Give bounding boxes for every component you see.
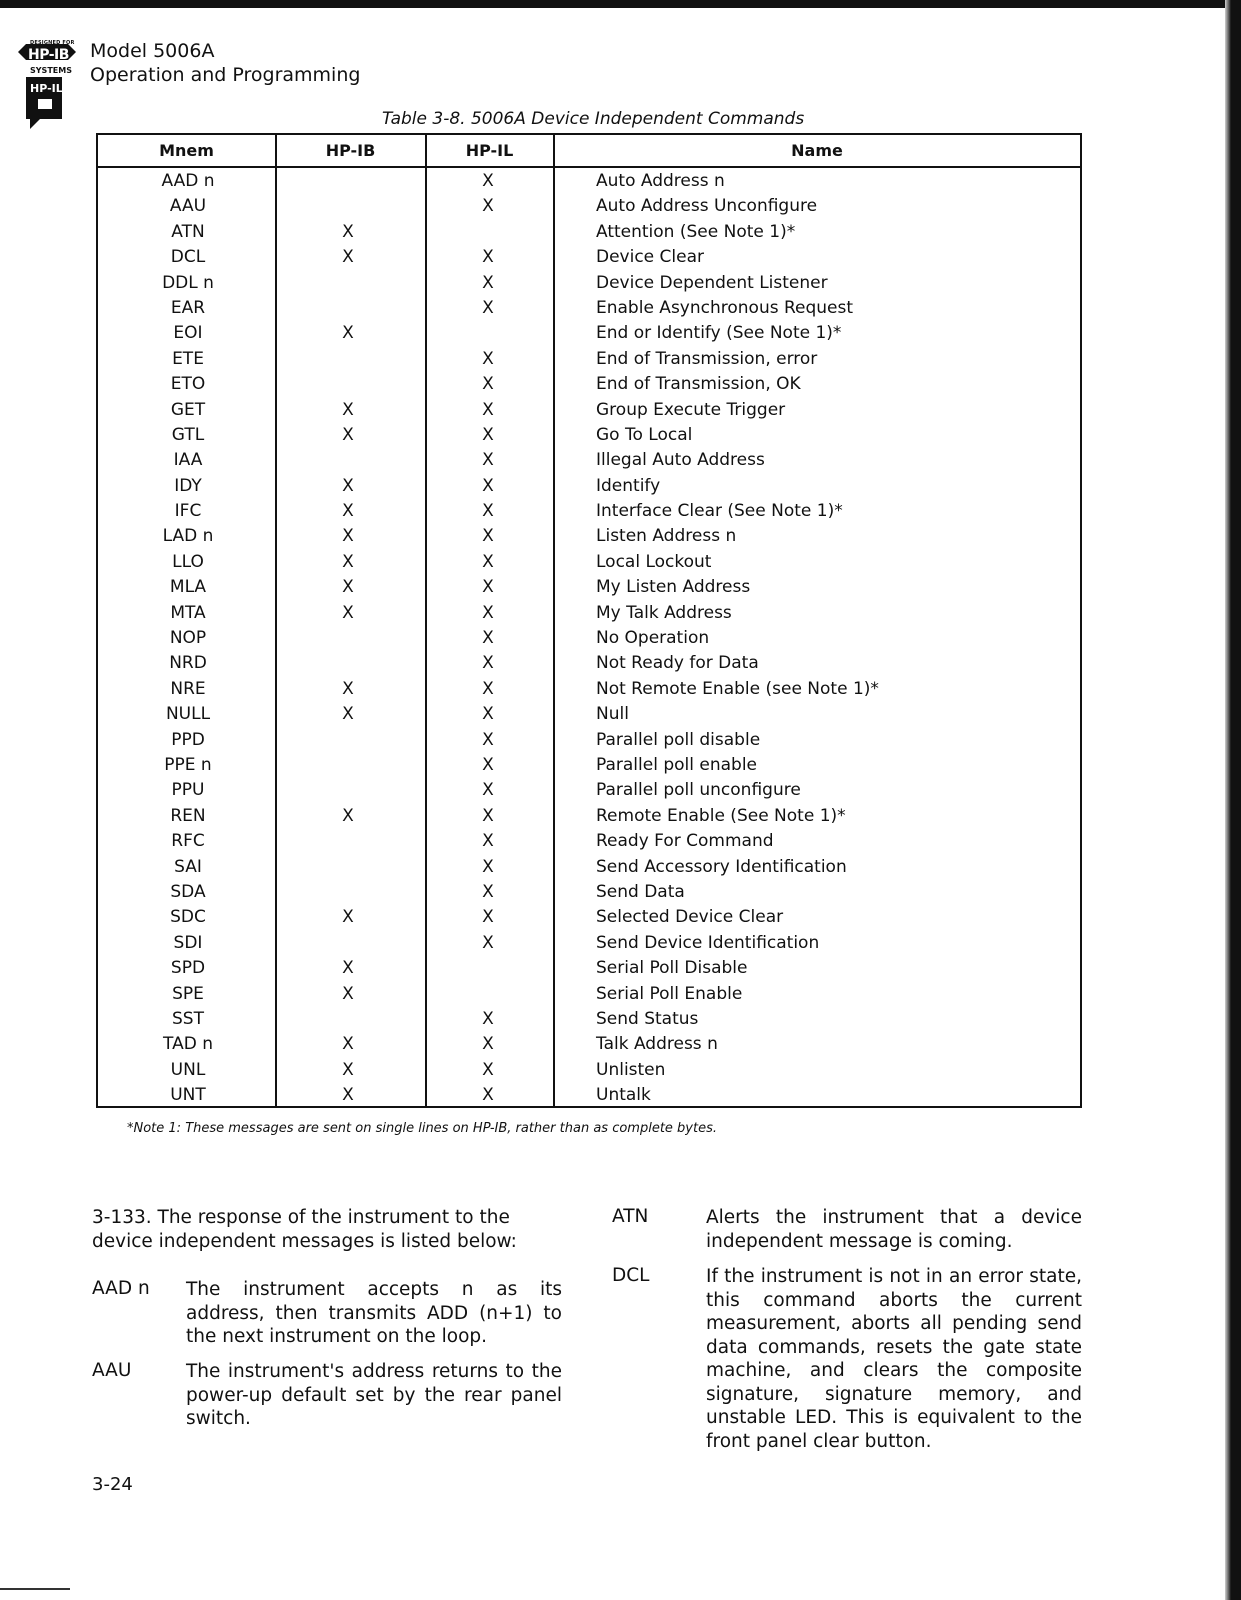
table-row xyxy=(98,907,1080,932)
cell-mnem: ETO xyxy=(170,374,206,395)
cell-name: My Listen Address xyxy=(596,577,751,598)
cell-mnem: GET xyxy=(170,399,206,420)
cell-name: My Talk Address xyxy=(596,602,732,623)
desc-dcl: If the instrument is not in an error state, this command aborts the current measurement, aborts all pending send data commands, resets the gate state machine, and clears the composite signature, signature memory, and unstable LED. This is equivalent to the front panel clear button. xyxy=(706,1266,1082,1452)
table-row xyxy=(98,984,1080,1009)
cell-hpil: X xyxy=(482,475,494,496)
table-row xyxy=(98,679,1080,704)
cell-mnem: UNT xyxy=(170,1085,206,1106)
cell-mnem: ETE xyxy=(172,348,204,369)
cell-hpil: X xyxy=(482,272,494,293)
table-row xyxy=(98,628,1080,653)
cell-mnem: SST xyxy=(172,1008,204,1029)
cell-hpib: X xyxy=(342,1059,354,1080)
cell-name: Unlisten xyxy=(596,1059,666,1080)
table-row xyxy=(98,603,1080,628)
cell-name: End or Identify (See Note 1)* xyxy=(596,323,842,344)
cell-hpil: X xyxy=(482,424,494,445)
table-row xyxy=(98,653,1080,678)
logo-designed-for: DESIGNED FOR xyxy=(30,40,75,46)
table-row xyxy=(98,780,1080,805)
cell-name: Not Remote Enable (see Note 1)* xyxy=(596,678,879,699)
cell-mnem: SPD xyxy=(170,958,206,979)
cell-mnem: NOP xyxy=(169,628,207,649)
cell-mnem: NULL xyxy=(165,704,211,725)
table-caption: Table 3-8. 5006A Device Independent Commands xyxy=(382,109,805,129)
term-aad: AAD n xyxy=(92,1278,150,1299)
cell-hpil: X xyxy=(482,678,494,699)
cell-name: Device Clear xyxy=(596,247,705,268)
cell-mnem: EOI xyxy=(173,323,203,344)
cell-mnem: PPD xyxy=(171,729,205,750)
logo-hpib: HP-IB xyxy=(28,47,69,63)
cell-mnem: PPE n xyxy=(164,754,212,775)
cell-mnem: MTA xyxy=(170,602,206,623)
table-row xyxy=(98,247,1080,272)
cell-mnem: ATN xyxy=(171,221,205,242)
cell-name: End of Transmission, OK xyxy=(596,374,801,395)
term-aau: AAU xyxy=(92,1360,132,1381)
cell-mnem: DCL xyxy=(170,247,206,268)
cell-name: Send Status xyxy=(596,1008,699,1029)
header-hpil: HP-IL xyxy=(465,141,514,160)
cell-hpib: X xyxy=(342,247,354,268)
table-row xyxy=(98,552,1080,577)
table-row xyxy=(98,425,1080,450)
section-subtitle: Operation and Programming xyxy=(90,64,361,86)
cell-name: Parallel poll unconfigure xyxy=(596,780,801,801)
table-row xyxy=(98,755,1080,780)
hp-logo xyxy=(18,40,78,140)
table-row xyxy=(98,704,1080,729)
cell-mnem: GTL xyxy=(171,424,205,445)
table-row xyxy=(98,501,1080,526)
cell-hpib: X xyxy=(342,1085,354,1106)
cell-hpib: X xyxy=(342,577,354,598)
cell-mnem: IDY xyxy=(174,475,202,496)
cell-name: Parallel poll disable xyxy=(596,729,761,750)
logo-hpil: HP-IL xyxy=(30,82,63,95)
header-hpib: HP-IB xyxy=(325,141,376,160)
cell-mnem: PPU xyxy=(171,780,205,801)
cell-mnem: DDL n xyxy=(162,272,214,293)
cell-hpil: X xyxy=(482,805,494,826)
cell-hpil: X xyxy=(482,704,494,725)
table-row xyxy=(98,450,1080,475)
cell-mnem: LLO xyxy=(172,551,204,572)
cell-hpib: X xyxy=(342,424,354,445)
cell-hpib: X xyxy=(342,399,354,420)
cell-mnem: AAD n xyxy=(161,171,215,191)
table-row xyxy=(98,349,1080,374)
cell-mnem: SDI xyxy=(173,932,203,953)
cell-hpil: X xyxy=(482,1034,494,1055)
header-divider xyxy=(98,166,1080,168)
top-border xyxy=(0,0,1241,8)
cell-hpib: X xyxy=(342,551,354,572)
cell-hpib: X xyxy=(342,958,354,979)
cell-hpil: X xyxy=(482,856,494,877)
cell-hpib: X xyxy=(342,1034,354,1055)
cell-name: Remote Enable (See Note 1)* xyxy=(596,805,846,826)
cell-hpil: X xyxy=(482,501,494,522)
cell-mnem: SDC xyxy=(170,907,206,928)
cell-name: Talk Address n xyxy=(596,1034,718,1055)
cell-hpib: X xyxy=(342,983,354,1004)
cell-hpil: X xyxy=(482,526,494,547)
cell-hpil: X xyxy=(482,450,494,471)
cell-hpil: X xyxy=(482,399,494,420)
table-row xyxy=(98,806,1080,831)
table-row xyxy=(98,298,1080,323)
cell-name: Illegal Auto Address xyxy=(596,450,765,471)
table-row xyxy=(98,1009,1080,1034)
table-row xyxy=(98,222,1080,247)
cell-hpil: X xyxy=(482,196,494,217)
cell-hpib: X xyxy=(342,323,354,344)
table-row xyxy=(98,958,1080,983)
cell-hpil: X xyxy=(482,729,494,750)
cell-name: Identify xyxy=(596,475,661,496)
cell-mnem: IFC xyxy=(174,501,202,522)
cell-hpil: X xyxy=(482,653,494,674)
cell-hpil: X xyxy=(482,881,494,902)
cell-name: Auto Address n xyxy=(596,171,725,191)
desc-aad: The instrument accepts n as its address, then transmits ADD (n+1) to the next instrument on the loop. xyxy=(186,1279,562,1347)
cell-hpil: X xyxy=(482,551,494,572)
cell-name: Send Device Identification xyxy=(596,932,820,953)
cell-hpil: X xyxy=(482,247,494,268)
cell-hpib: X xyxy=(342,526,354,547)
cell-hpil: X xyxy=(482,374,494,395)
intro-paragraph: 3-133. The response of the instrument to the device independent messages is listed below: xyxy=(92,1207,517,1252)
cell-hpil: X xyxy=(482,907,494,928)
cell-mnem: NRE xyxy=(170,678,206,699)
cell-name: Serial Poll Enable xyxy=(596,983,743,1004)
cell-name: Parallel poll enable xyxy=(596,754,758,775)
cell-hpil: X xyxy=(482,348,494,369)
logo-systems: SYSTEMS xyxy=(30,66,72,75)
table-row xyxy=(98,577,1080,602)
cell-name: Send Data xyxy=(596,881,685,902)
table-row xyxy=(98,323,1080,348)
cell-name: Interface Clear (See Note 1)* xyxy=(596,501,843,522)
cell-hpil: X xyxy=(482,297,494,318)
cell-hpil: X xyxy=(482,1085,494,1106)
cell-mnem: SAI xyxy=(174,856,202,877)
cell-name: Listen Address n xyxy=(596,526,737,547)
table-row xyxy=(98,171,1080,196)
table-body xyxy=(98,171,1080,1110)
cell-hpib: X xyxy=(342,805,354,826)
cell-hpil: X xyxy=(482,932,494,953)
page-number: 3-24 xyxy=(92,1474,133,1495)
term-atn: ATN xyxy=(612,1206,649,1227)
right-border xyxy=(1225,0,1241,1600)
table-row xyxy=(98,857,1080,882)
cell-name: Local Lockout xyxy=(596,551,712,572)
cell-mnem: MLA xyxy=(169,577,207,598)
cell-name: Enable Asynchronous Request xyxy=(596,297,854,318)
cell-name: Device Dependent Listener xyxy=(596,272,828,293)
cell-mnem: EAR xyxy=(170,297,206,318)
table-row xyxy=(98,831,1080,856)
cell-hpib: X xyxy=(342,501,354,522)
cell-name: Serial Poll Disable xyxy=(596,958,748,979)
desc-atn: Alerts the instrument that a device independent message is coming. xyxy=(706,1207,1082,1252)
cell-hpil: X xyxy=(482,831,494,852)
table-row xyxy=(98,882,1080,907)
header-mnem: Mnem xyxy=(159,141,214,160)
cell-mnem: SPE xyxy=(172,983,204,1004)
bottom-mark xyxy=(0,1588,70,1590)
table-row xyxy=(98,933,1080,958)
cell-hpib: X xyxy=(342,704,354,725)
table-row xyxy=(98,1085,1080,1110)
table-row xyxy=(98,374,1080,399)
cell-hpil: X xyxy=(482,171,494,191)
table-row xyxy=(98,526,1080,551)
cell-mnem: RFC xyxy=(171,831,205,852)
cell-hpil: X xyxy=(482,602,494,623)
cell-mnem: NRD xyxy=(169,653,207,674)
cell-mnem: UNL xyxy=(170,1059,206,1080)
cell-name: Auto Address Unconfigure xyxy=(596,196,818,217)
cell-hpil: X xyxy=(482,577,494,598)
cell-name: Attention (See Note 1)* xyxy=(596,221,796,242)
cell-mnem: SDA xyxy=(170,881,206,902)
table-row xyxy=(98,196,1080,221)
table-row xyxy=(98,730,1080,755)
table-row xyxy=(98,400,1080,425)
cell-mnem: LAD n xyxy=(162,526,214,547)
cell-hpil: X xyxy=(482,1059,494,1080)
cell-name: Not Ready for Data xyxy=(596,653,759,674)
cell-hpib: X xyxy=(342,907,354,928)
table-row xyxy=(98,1034,1080,1059)
cell-mnem: TAD n xyxy=(163,1034,213,1055)
cell-mnem: IAA xyxy=(173,450,203,471)
table-row xyxy=(98,273,1080,298)
cell-hpil: X xyxy=(482,754,494,775)
header-name: Name xyxy=(791,141,843,160)
table-row xyxy=(98,1060,1080,1085)
cell-hpib: X xyxy=(342,678,354,699)
cell-name: Ready For Command xyxy=(596,831,774,852)
cell-name: Selected Device Clear xyxy=(596,907,784,928)
cell-name: Go To Local xyxy=(596,424,693,445)
cell-name: Group Execute Trigger xyxy=(596,399,786,420)
cell-hpib: X xyxy=(342,221,354,242)
cell-name: End of Transmission, error xyxy=(596,348,818,369)
cell-hpib: X xyxy=(342,475,354,496)
table-note: *Note 1: These messages are sent on single lines on HP-IB, rather than as complete bytes. xyxy=(127,1121,717,1136)
commands-table xyxy=(96,133,1082,1108)
cell-hpib: X xyxy=(342,602,354,623)
cell-mnem: AAU xyxy=(169,196,207,217)
desc-aau: The instrument's address returns to the power-up default set by the rear panel switch. xyxy=(186,1361,562,1429)
cell-hpil: X xyxy=(482,1008,494,1029)
cell-hpil: X xyxy=(482,780,494,801)
cell-name: No Operation xyxy=(596,628,710,649)
cell-hpil: X xyxy=(482,628,494,649)
cell-name: Send Accessory Identification xyxy=(596,856,847,877)
table-row xyxy=(98,476,1080,501)
term-dcl: DCL xyxy=(612,1265,650,1286)
cell-name: Untalk xyxy=(596,1085,651,1106)
cell-mnem: REN xyxy=(170,805,206,826)
model-title: Model 5006A xyxy=(90,40,215,62)
cell-name: Null xyxy=(596,704,629,725)
